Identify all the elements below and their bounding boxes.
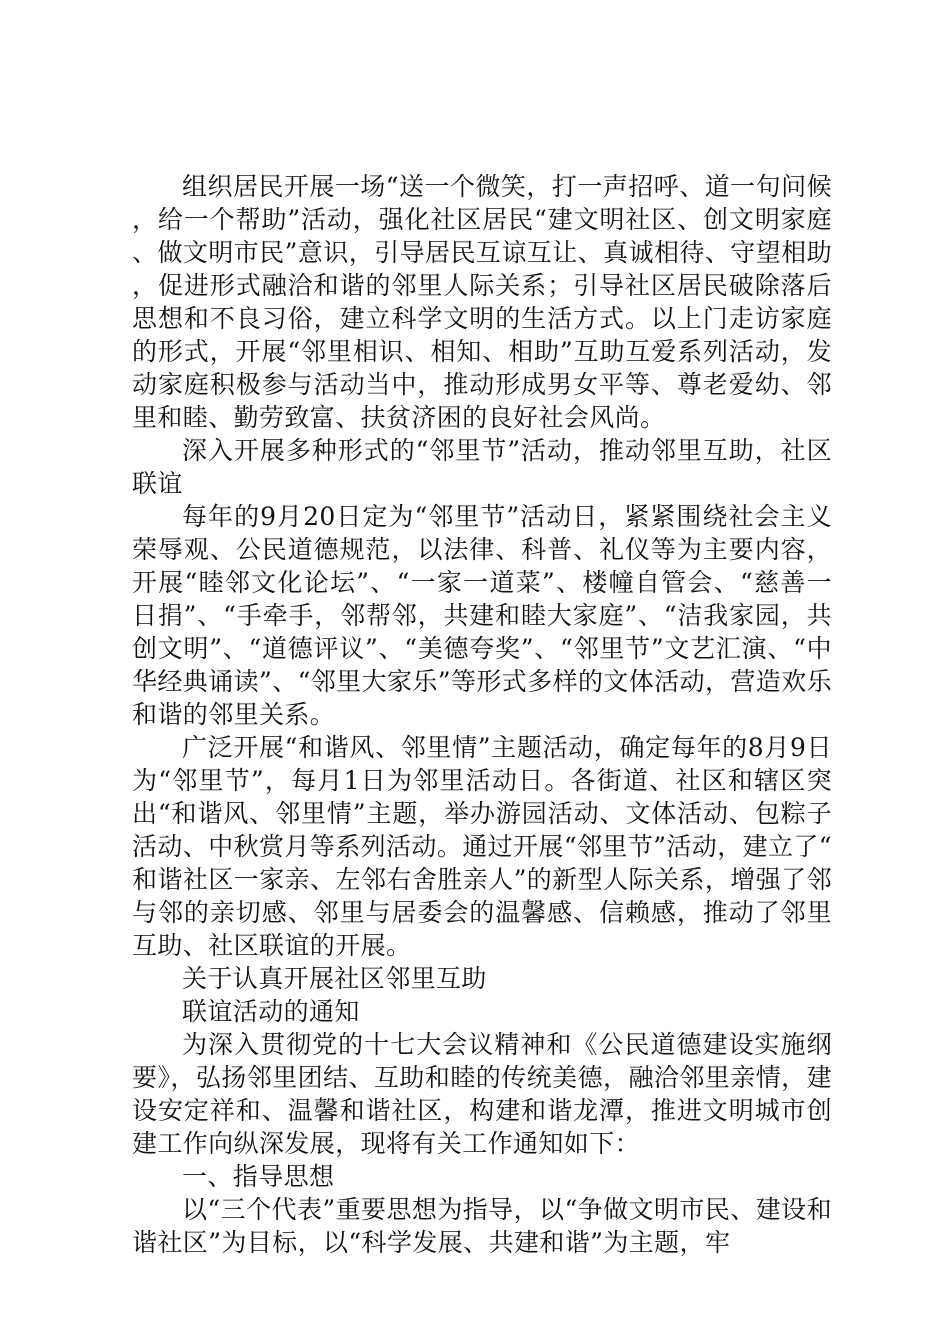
- paragraph-harmony-theme: 广泛开展“和谐风、邻里情”主题活动，确定每年的8月9日为“邻里节”，每月1日为邻里活动日。各街道、社区和辖区突出“和谐风、邻里情”主题，举办游园活动、文体活动、包粽子活动、中秋赏月等系列活动。通过开展“邻里节”活动，建立了“和谐社区一家亲、左邻右舍胜亲人”的新型人际关系，增强了邻与邻的亲切感、邻里与居委会的温馨感、信赖感，推动了邻里互助、社区联谊的开展。: [132, 733, 832, 960]
- notice-title-line-1: 关于认真开展社区邻里互助: [182, 964, 487, 993]
- paragraph-neighbor-festival-heading: 深入开展多种形式的“邻里节”活动，推动邻里互助，社区联谊: [132, 436, 832, 498]
- notice-title-line-2: 联谊活动的通知: [182, 997, 360, 1026]
- paragraph-festival-day: 每年的9月20日定为“邻里节”活动日，紧紧围绕社会主义荣辱观、公民道德规范，以法律、科普、礼仪等为主要内容，开展“睦邻文化论坛”、“一家一道菜”、楼幢自管会、“慈善一日捐”、“手牵手，邻帮邻，共建和睦大家庭”、“洁我家园，共创文明”、“道德评议”、“美德夸奖”、“邻里节”文艺汇演、“中华经典诵读”、“邻里大家乐”等形式多样的文体活动，营造欢乐和谐的邻里关系。: [132, 502, 832, 729]
- paragraph-notice-intro: 为深入贯彻党的十七大会议精神和《公民道德建设实施纲要》，弘扬邻里团结、互助和睦的传统美德，融洽邻里亲情，建设安定祥和、温馨和谐社区，构建和谐龙潭，推进文明城市创建工作向纵深发展，现将有关工作通知如下：: [132, 1030, 832, 1158]
- paragraph-neighbor-activity: 组织居民开展一场“送一个微笑，打一声招呼、道一句问候，给一个帮助”活动，强化社区居民“建文明社区、创文明家庭、做文明市民”意识，引导居民互谅互让、真诚相待、守望相助，促进形式融洽和谐的邻里人际关系；引导社区居民破除落后思想和不良习俗，建立科学文明的生活方式。以上门走访家庭的形式，开展“邻里相识、相知、相助”互助互爱系列活动，发动家庭积极参与活动当中，推动形成男女平等、尊老爱幼、邻里和睦、勤劳致富、扶贫济困的良好社会风尚。: [132, 172, 832, 432]
- section-heading-guiding-ideology: 一、指导思想: [182, 1162, 335, 1191]
- document-body: [132, 170, 832, 1259]
- paragraph-guiding-ideology: 以“三个代表”重要思想为指导，以“争做文明市民、建设和谐社区”为目标，以“科学发展、共建和谐”为主题，牢: [132, 1195, 832, 1257]
